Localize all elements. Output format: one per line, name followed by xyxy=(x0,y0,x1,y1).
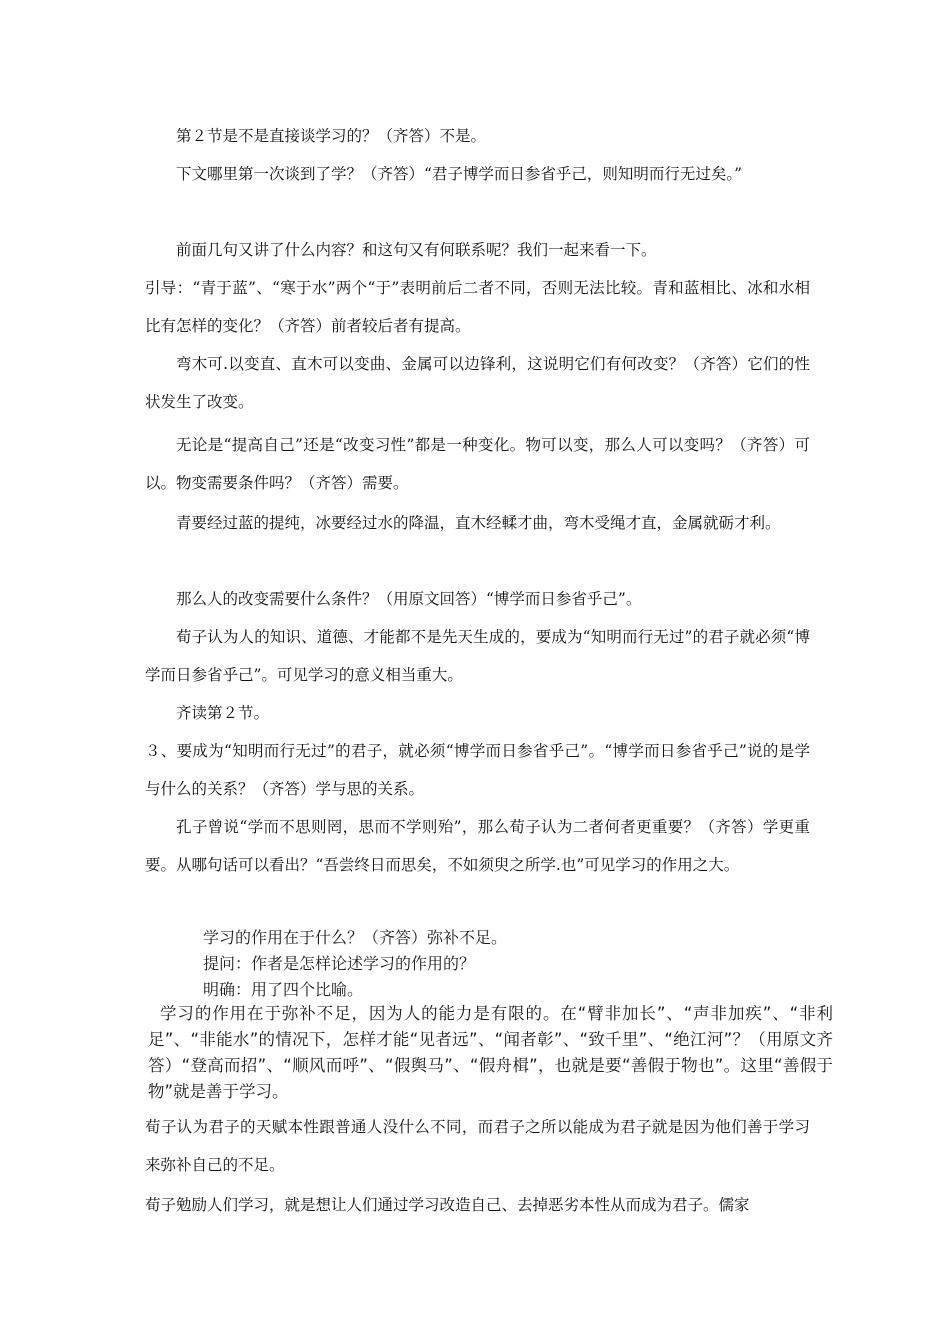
paragraph-3: 前面几句又讲了什么内容？和这句又有何联系呢？我们一起来看一下。 xyxy=(176,241,657,259)
paragraph-8: 那么人的改变需要什么条件？（用原文回答）“博学而日参省乎己”。 xyxy=(176,590,642,608)
inserted-line-1: 学习的作用在于什么？（齐答）弥补不足。 xyxy=(203,928,508,947)
paragraph-4: 引导：“青于蓝”、“寒于水”两个“于”表明前后二者不同，否则无法比较。青和蓝相比、冰和水相比有怎样的变化？（齐答）前者较后者有提高。 xyxy=(145,279,810,335)
paragraph-10: 齐读第２节。 xyxy=(176,704,270,722)
inserted-line-2: 提问：作者是怎样论述学习的作用的？ xyxy=(203,954,476,973)
paragraph-5: 弯木可.以变直、直木可以变曲、金属可以边锋利，这说明它们有何改变？（齐答）它们的性状发生了改变。 xyxy=(145,355,810,411)
paragraph-2: 下文哪里第一次谈到了学？（齐答）“君子博学而日参省乎己，则知明而行无过矣。” xyxy=(176,165,743,183)
inserted-paragraph: 学习的作用在于弥补不足，因为人的能力是有限的。在“臂非加长”、“声非加疾”、“非利足”、“非能水”的情况下，怎样才能“见者远”、“闻者彰”、“致千里”、“绝江河”？（用原文齐答）“登高而招”、“顺风而呼”、“假舆马”、“假舟楫”，也就是要“善假于物也”。这里“善假于物”就是善于学习。 xyxy=(148,1004,833,1101)
paragraph-1: 第２节是不是直接谈学习的？（齐答）不是。 xyxy=(176,127,487,145)
paragraph-11: ３、要成为“知明而行无过”的君子，就必须“博学而日参省乎己”。“博学而日参省乎己”说的是学与什么的关系？（齐答）学与思的关系。 xyxy=(145,742,810,798)
paragraph-7: 青要经过蓝的提纯，冰要经过水的降温，直木经輮才曲，弯木受绳才直，金属就砺才利。 xyxy=(176,514,781,532)
inserted-line-3: 明确：用了四个比喻。 xyxy=(203,980,364,999)
paragraph-6: 无论是“提高自己”还是“改变习性”都是一种变化。物可以变，那么人可以变吗？（齐答）可以。物变需要条件吗？（齐答）需要。 xyxy=(145,436,810,492)
closing-paragraph-2: 荀子勉励人们学习，就是想让人们通过学习改造自己、去掉恶劣本性从而成为君子。儒家 xyxy=(145,1196,750,1214)
paragraph-9: 荀子认为人的知识、道德、才能都不是先天生成的，要成为“知明而行无过”的君子就必须“博学而日参省乎己”。可见学习的意义相当重大。 xyxy=(145,628,810,684)
paragraph-12: 孔子曾说“学而不思则罔，思而不学则殆”，那么荀子认为二者何者更重要？（齐答）学更重要。从哪句话可以看出？“吾尝终日而思矣，不如须臾之所学.也”可见学习的作用之大。 xyxy=(145,818,810,874)
closing-paragraph-1: 荀子认为君子的天赋本性跟普通人没什么不同，而君子之所以能成为君子就是因为他们善于学习来弥补自己的不足。 xyxy=(145,1118,810,1174)
